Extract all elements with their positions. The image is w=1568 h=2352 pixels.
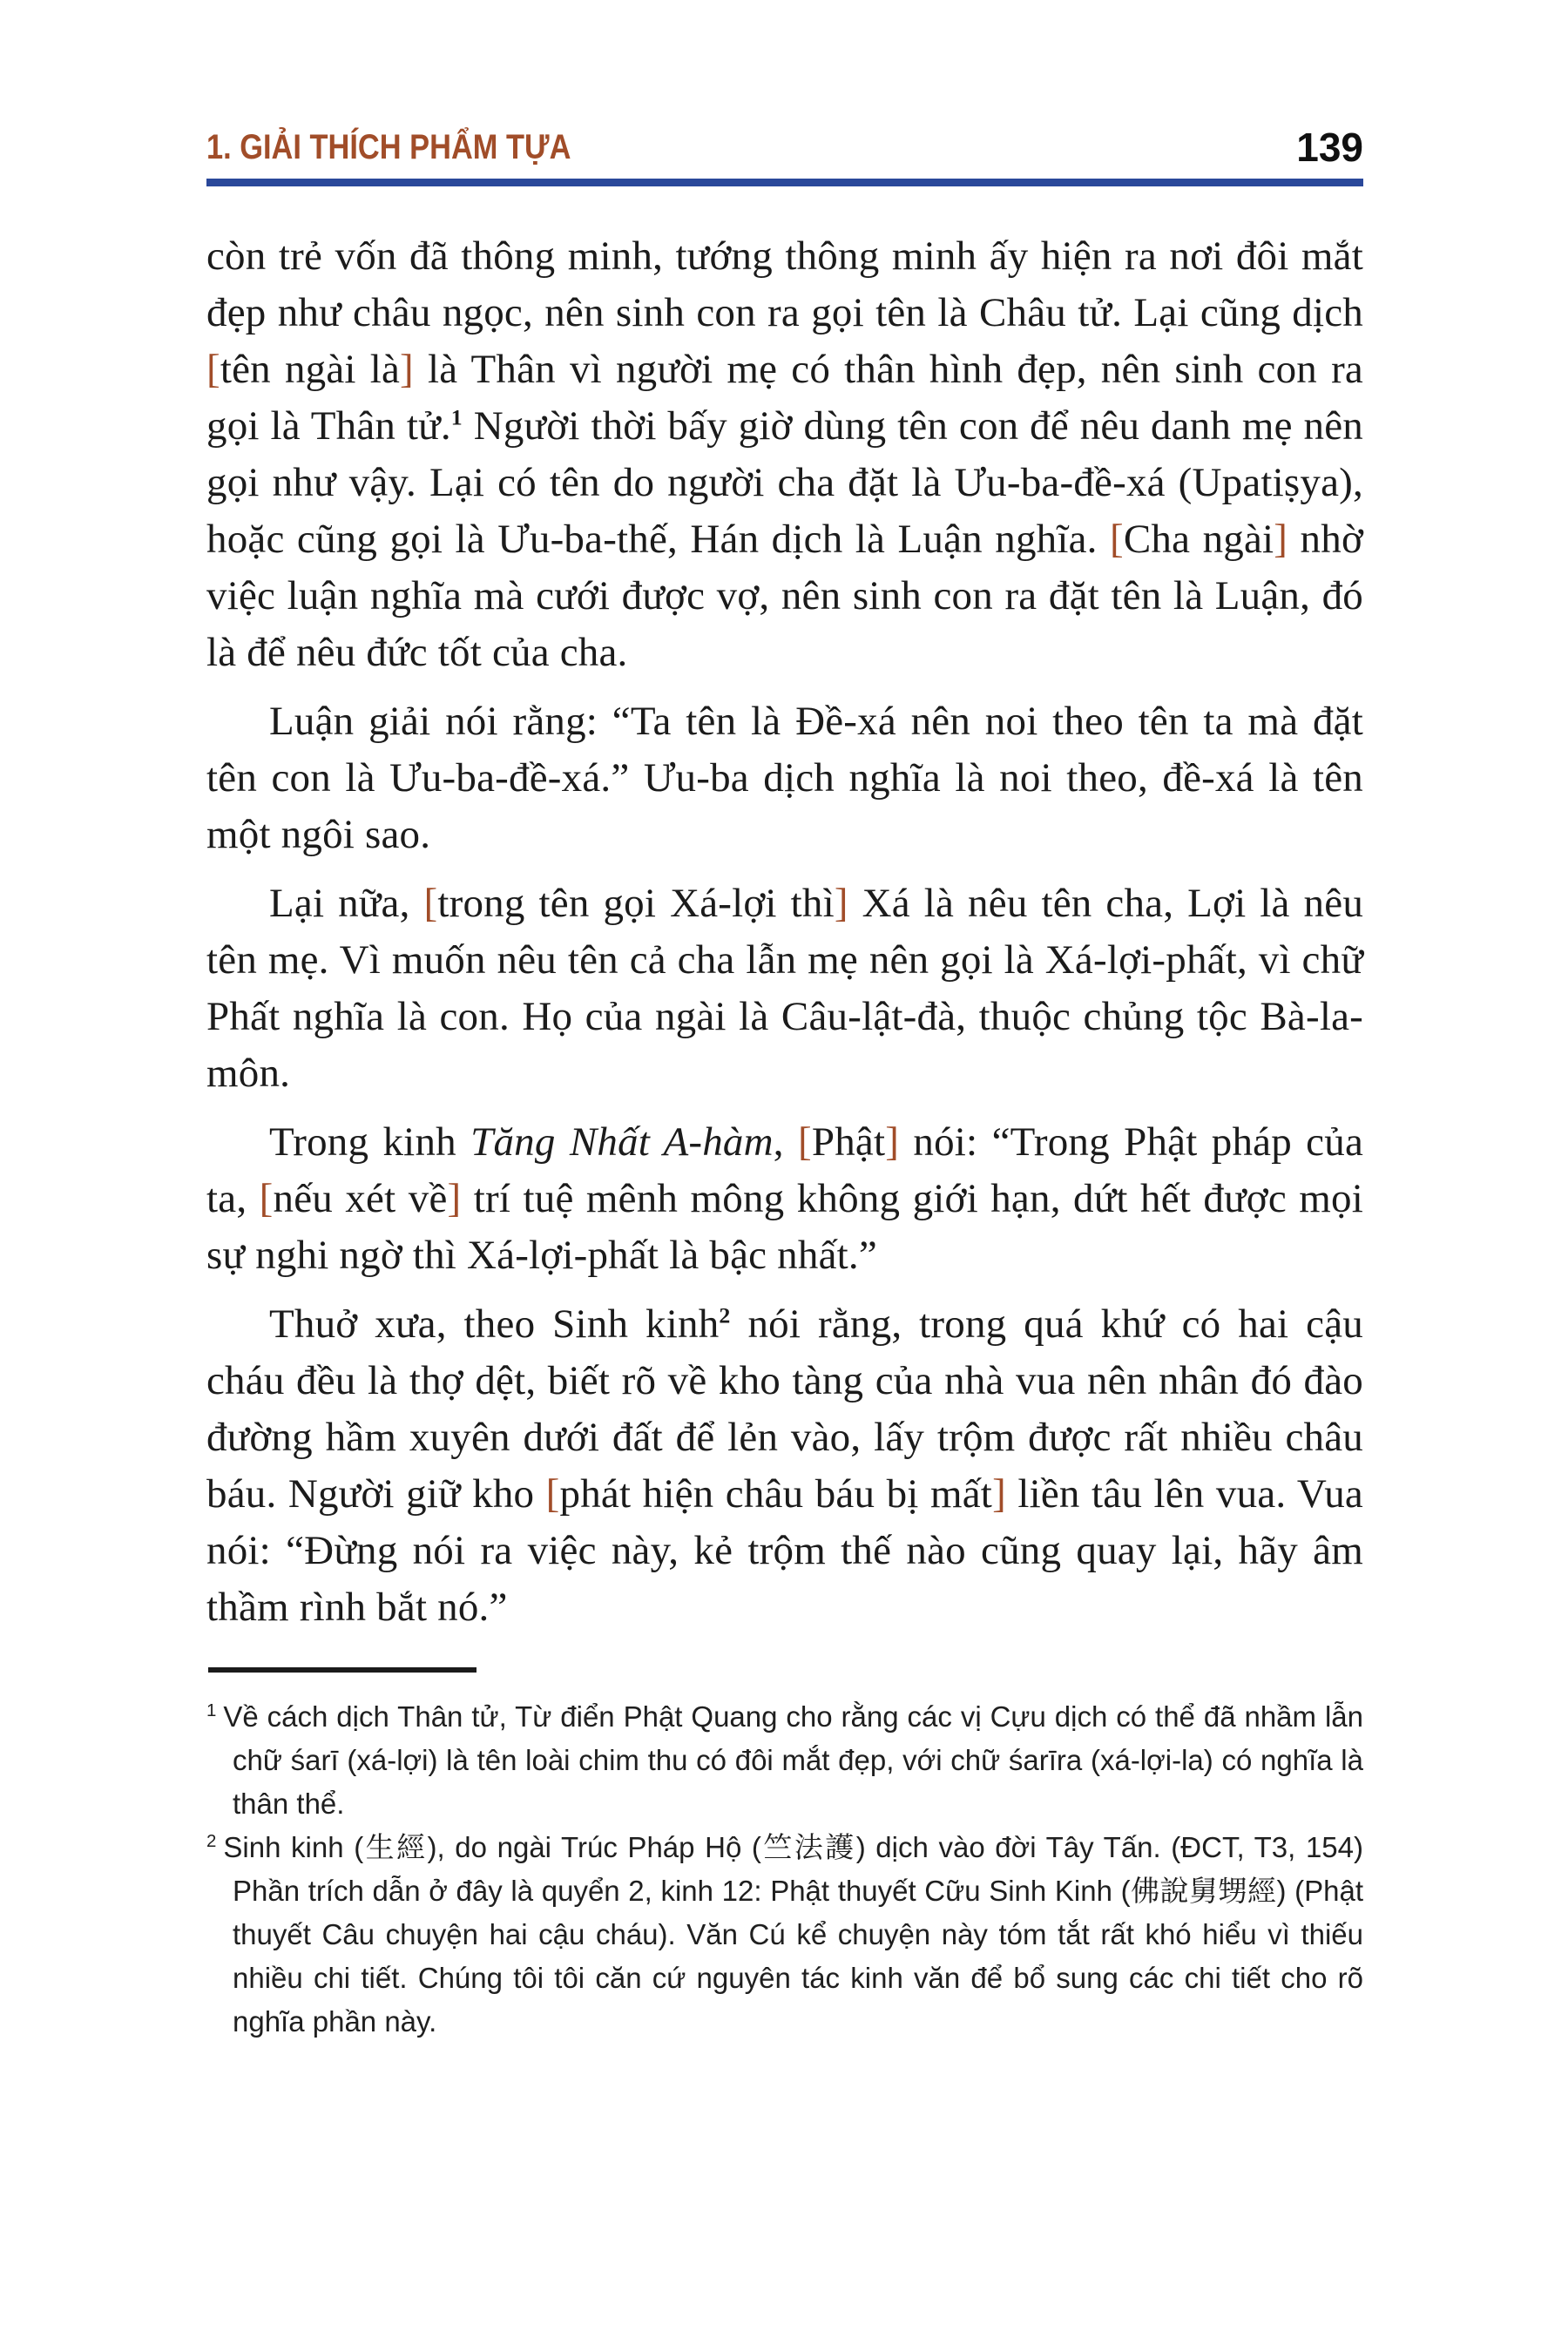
body-paragraphs [206,228,1363,1636]
header-rule [206,179,1363,186]
page-number: 139 [1296,125,1363,170]
bracket-open-mark: [ [206,347,220,392]
paragraph: Lại nữa, [trong tên gọi Xá-lợi thì] Xá là nêu tên cha, Lợi là nêu tên mẹ. Vì muốn nêu tên cả cha lẫn mẹ nên gọi là Xá-lợi-phất, vì chữ Phất nghĩa là con. Họ của ngài là Câu-lật-đà, thuộc chủng tộc Bà-la-môn. [206,881,1364,1096]
running-head: 1. GIẢI THÍCH PHẨM TỰA [206,128,571,166]
bracket-open-mark: [ [545,1471,560,1517]
paragraph: Trong kinh Tăng Nhất A-hàm, [Phật] nói: “Trong Phật pháp của ta, [nếu xét về] trí tuệ mênh mông không giới hạn, dứt hết được mọi sự nghi ngờ thì Xá-lợi-phất là bậc nhất.” [206,1119,1364,1278]
page-header [206,125,1363,170]
bracket-close-mark: ] [834,881,848,926]
paragraph: Thuở xưa, theo Sinh kinh$^2$ nói rằng, trong quá khứ có hai cậu cháu đều là thợ dệt, biết rõ về kho tàng của nhà vua nên nhân đó đào đường hầm xuyên dưới đất để lẻn vào, lấy trộm được rất nhiều châu báu. Người giữ kho [phát hiện châu báu bị mất] liền tâu lên vua. Vua nói: “Đừng nói ra việc này, kẻ trộm thế nào cũng quay lại, hãy âm thầm rình bắt nó.” [206,1301,1363,1630]
bracketed-text: trong tên gọi Xá-lợi thì [437,881,835,926]
bracket-open-mark: [ [259,1176,274,1221]
footnote: $^1$ Về cách dịch Thân tử, Từ điển Phật Quang cho rằng các vị Cựu dịch có thể đã nhầm lẫn chữ śarī (xá-lợi) là tên loài chim thu có đôi mắt đẹp, với chữ śarīra (xá-lợi-la) có nghĩa là thân thể. [206,1700,1363,1820]
paragraph: Luận giải nói rằng: “Ta tên là Đề-xá nên noi theo tên ta mà đặt tên con là Ưu-ba-đề-xá.” Ưu-ba dịch nghĩa là noi theo, đề-xá là tên một ngôi sao. [206,699,1363,857]
footnote-reference: 1 [450,404,463,430]
bracket-close-mark: ] [992,1471,1006,1517]
paragraph: còn trẻ vốn đã thông minh, tướng thông minh ấy hiện ra nơi đôi mắt đẹp như châu ngọc, nên sinh con ra gọi tên là Châu tử. Lại cũng dịch [tên ngài là] là Thân vì người mẹ có thân hình đẹp, nên sinh con ra gọi là Thân tử.$^1$ Người thời bấy giờ dùng tên con để nêu danh mẹ nên gọi như vậy. Lại có tên do người cha đặt là Ưu-ba-đề-xá (Upatiṣya), hoặc cũng gọi là Ưu-ba-thế, Hán dịch là Luận nghĩa. [Cha ngài] nhờ việc luận nghĩa mà cưới được vợ, nên sinh con ra đặt tên là Luận, đó là để nêu đức tốt của cha. [206,233,1363,675]
footnote-marker: 1 [206,1700,217,1720]
bracket-close-mark: ] [447,1176,462,1221]
bracket-open-mark: [ [798,1119,812,1165]
bracket-close-mark: ] [1274,517,1288,562]
footnote-separator [208,1667,476,1673]
footnote: $^2$ Sinh kinh (生經), do ngài Trúc Pháp Hộ (竺法護) dịch vào đời Tây Tấn. (ĐCT, T3, 154) Phần trích dẫn ở đây là quyển 2, kinh 12: Phật thuyết Cữu Sinh Kinh (佛說舅甥經) (Phật thuyết Câu chuyện hai cậu cháu). Văn Cú kể chuyện này tóm tắt rất khó hiểu vì thiếu nhiều chi tiết. Chúng tôi tôi căn cứ nguyên tác kinh văn để bổ sung các chi tiết cho rõ nghĩa phần này. [206,1831,1363,2038]
bracketed-text: nếu xét về [273,1176,448,1221]
footnotes [206,1695,1363,2044]
footnote-reference: 2 [719,1302,731,1328]
bracketed-text: Cha ngài [1123,517,1274,562]
bracket-open-mark: [ [1110,517,1124,562]
bracketed-text: tên ngài là [220,347,401,392]
bracketed-text: phát hiện châu báu bị mất [559,1471,993,1517]
bracketed-text: Phật [811,1119,886,1165]
italic-title: Tăng Nhất A-hàm [470,1119,774,1165]
bracket-close-mark: ] [885,1119,900,1165]
footnote-marker: 2 [206,1831,217,1851]
bracket-close-mark: ] [400,347,414,392]
bracket-open-mark: [ [423,881,438,926]
